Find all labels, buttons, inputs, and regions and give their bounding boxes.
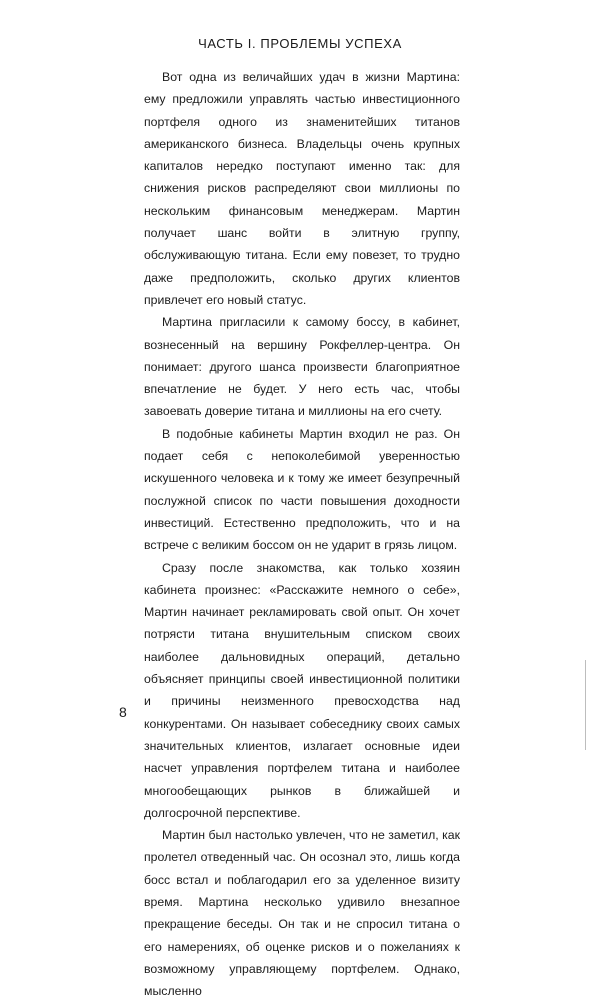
paragraph-4: Сразу после знакомства, как только хозяин кабинета произнес: «Расскажите немного о себе», Мартин начинает рекламировать свой опыт. Он хочет потрясти титана внушительным списком своих наиболее дальновидных операций, детально объясняет принципы своей инвестиционной политики и причины неизменного превосходства над конкурентами. Он называет собеседнику своих самых значительных клиентов, излагает основные идеи насчет управления портфелем титана и наиболее многообещающих рынков в ближайшей и долгосрочной перспективе. (144, 560, 460, 820)
running-header: ЧАСТЬ I. ПРОБЛЕМЫ УСПЕХА (198, 36, 402, 51)
body-text (144, 66, 460, 1002)
paragraph-5: Мартин был настолько увлечен, что не заметил, как пролетел отведенный час. Он осознал это, лишь когда босс встал и поблагодарил его за уделенное визиту время. Мартина несколько удивило внезапное прекращение беседы. Он так и не спросил титана о его намерениях, об оценке рисков и о пожеланиях к возможному управляющему портфелем. Однако, мысленно (144, 828, 460, 999)
page-number: 8 (119, 704, 127, 720)
page-edge-line (585, 660, 586, 750)
paragraph-3: В подобные кабинеты Мартин входил не раз. Он подает себя с непоколебимой уверенностью искушенного человека и к тому же имеет безупречный послужной список по части повышения доходности инвестиций. Естественно предположить, что и на встрече с великим боссом он не ударит в грязь лицом. (144, 426, 460, 553)
paragraph-1: Вот одна из величайших удач в жизни Мартина: ему предложили управлять частью инвестиционного портфеля одного из знаменитейших титанов американского бизнеса. Владельцы очень крупных капиталов нередко поступают именно так: для снижения рисков распределяют свои миллионы по нескольким финансовым менеджерам. Мартин получает шанс войти в элитную группу, обслуживающую титана. Если ему повезет, то трудно даже предположить, сколько других клиентов привлечет его новый статус. (144, 70, 460, 307)
paragraph-2: Мартина пригласили к самому боссу, в кабинет, вознесенный на вершину Рокфеллер-центра. Он понимает: другого шанса произвести благоприятное впечатление не будет. У него есть час, чтобы завоевать доверие титана и миллионы на его счету. (144, 315, 460, 419)
